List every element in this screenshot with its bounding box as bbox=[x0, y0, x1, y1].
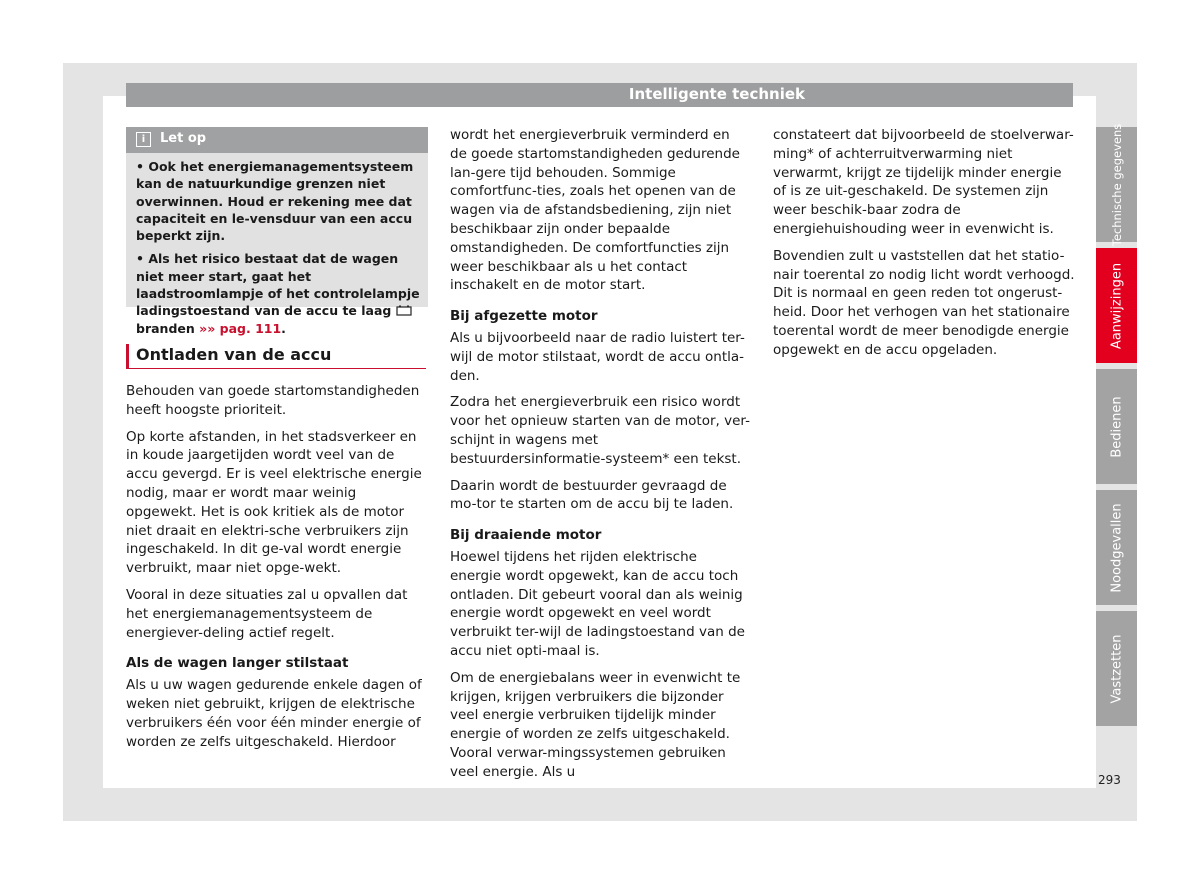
paragraph: Als u uw wagen gedurende enkele dagen of weken niet gebruikt, krijgen de elektrische verbruikers één voor één minder energie of worden ze zelfs uitgeschakeld. Hierdoor bbox=[126, 677, 422, 750]
tab-technische-gegevens[interactable]: Technische gegevens bbox=[1096, 127, 1137, 242]
paragraph: wordt het energieverbruik verminderd en de goede startomstandigheden gedurende lan-gere tijd behouden. Sommige comfortfunc-ties, zoals het openen van de wagen via de afstandsbediening, zijn niet beschikbaar zijn onder bepaalde omstandigheden. De comfortfuncties zijn weer beschikbaar als u het contact inschakelt en de motor start. bbox=[450, 127, 740, 294]
paragraph: Daarin wordt de bestuurder gevraagd de mo-tor te starten om de accu bij te laden. bbox=[450, 477, 734, 513]
cross-reference-arrow: »» bbox=[199, 320, 216, 336]
info-icon: i bbox=[136, 132, 151, 147]
column-2 bbox=[450, 126, 750, 790]
section-heading: Ontladen van de accu bbox=[126, 344, 426, 369]
page-reference-link[interactable]: pag. 111 bbox=[215, 320, 282, 336]
paragraph: Zodra het energieverbruik een risico wordt voor het opnieuw starten van de motor, ver-schijnt in wagens met bestuurdersinformatie-systeem* een tekst. bbox=[450, 394, 750, 467]
paragraph: Hoewel tijdens het rijden elektrische energie wordt opgewekt, kan de accu toch ontladen. Dit gebeurt vooral dan als weinig energie wordt opgewekt en veel wordt verbruikt ter-wijl de ladingstoestand van de accu niet opti-maal is. bbox=[450, 548, 745, 659]
header-bar bbox=[126, 83, 1073, 107]
subheading: Als de wagen langer stilstaat bbox=[126, 655, 349, 672]
tab-vastzetten[interactable]: Vastzetten bbox=[1096, 611, 1137, 726]
paragraph: Vooral in deze situaties zal u opvallen dat het energiemanagementsysteem de energiever-deling actief regelt. bbox=[126, 586, 408, 641]
caution-body bbox=[136, 158, 422, 343]
page-number: 293 bbox=[1098, 773, 1121, 787]
caution-item: • Als het risico bestaat dat de wagen niet meer start, gaat het laadstroomlampje of het controlelampje ladingstoestand van de accu te laag branden »» pag. 111. bbox=[136, 251, 420, 336]
battery-icon bbox=[396, 305, 412, 316]
caution-item: • Ook het energiemanagementsysteem kan de natuurkundige grenzen niet overwinnen. Houd er rekening mee dat capaciteit en le-vensduur van een accu beperkt zijn. bbox=[136, 159, 414, 244]
paragraph: constateert dat bijvoorbeeld de stoelverwar-ming* of achterruitverwarming niet verwarmt, krijgt ze tijdelijk minder energie of is ze uit-geschakeld. De systemen zijn weer beschik-baar zodra de energiehuishouding weer in evenwicht is. bbox=[773, 127, 1074, 237]
paragraph: Als u bijvoorbeeld naar de radio luistert ter-wijl de motor stilstaat, wordt de accu ontla-den. bbox=[450, 329, 745, 384]
tab-noodgevallen[interactable]: Noodgevallen bbox=[1096, 490, 1137, 605]
chapter-title: Intelligente techniek bbox=[628, 85, 805, 103]
subheading: Bij draaiende motor bbox=[450, 527, 602, 544]
subheading: Bij afgezette motor bbox=[450, 308, 598, 325]
caution-box bbox=[126, 127, 428, 336]
caution-header bbox=[126, 127, 428, 153]
column-3 bbox=[773, 126, 1075, 368]
paragraph: Behouden van goede startomstandigheden heeft hoogste prioriteit. bbox=[126, 383, 420, 418]
tab-bedienen[interactable]: Bedienen bbox=[1096, 369, 1137, 484]
tab-aanwijzingen[interactable]: Aanwijzingen bbox=[1096, 248, 1137, 363]
paragraph: Om de energiebalans weer in evenwicht te krijgen, krijgen verbruikers die bijzonder veel energie verbruiken tijdelijk minder energie of worden ze zelfs uitgeschakeld. Vooral verwar-mingssystemen gebruiken veel energie. Als u bbox=[450, 669, 741, 780]
paragraph: Op korte afstanden, in het stadsverkeer en in koude jaargetijden wordt veel van de accu gevergd. Er is veel elektrische energie nodig, maar er wordt maar weinig opgewekt. Het is ook kritiek als de motor niet draait en elektri-sche verbruikers zijn ingeschakeld. In dit ge-val wordt energie verbruikt, maar niet opge-wekt. bbox=[126, 428, 422, 577]
column-1 bbox=[126, 382, 426, 759]
paragraph: Bovendien zult u vaststellen dat het statio-nair toerental zo nodig licht wordt verhoogd. Dit is normaal en geen reden tot ongerust-heid. Door het verhogen van het stationaire toerental wordt de meer benodigde energie opgewekt en de accu opgeladen. bbox=[773, 247, 1075, 358]
caution-title: Let op bbox=[160, 131, 207, 146]
